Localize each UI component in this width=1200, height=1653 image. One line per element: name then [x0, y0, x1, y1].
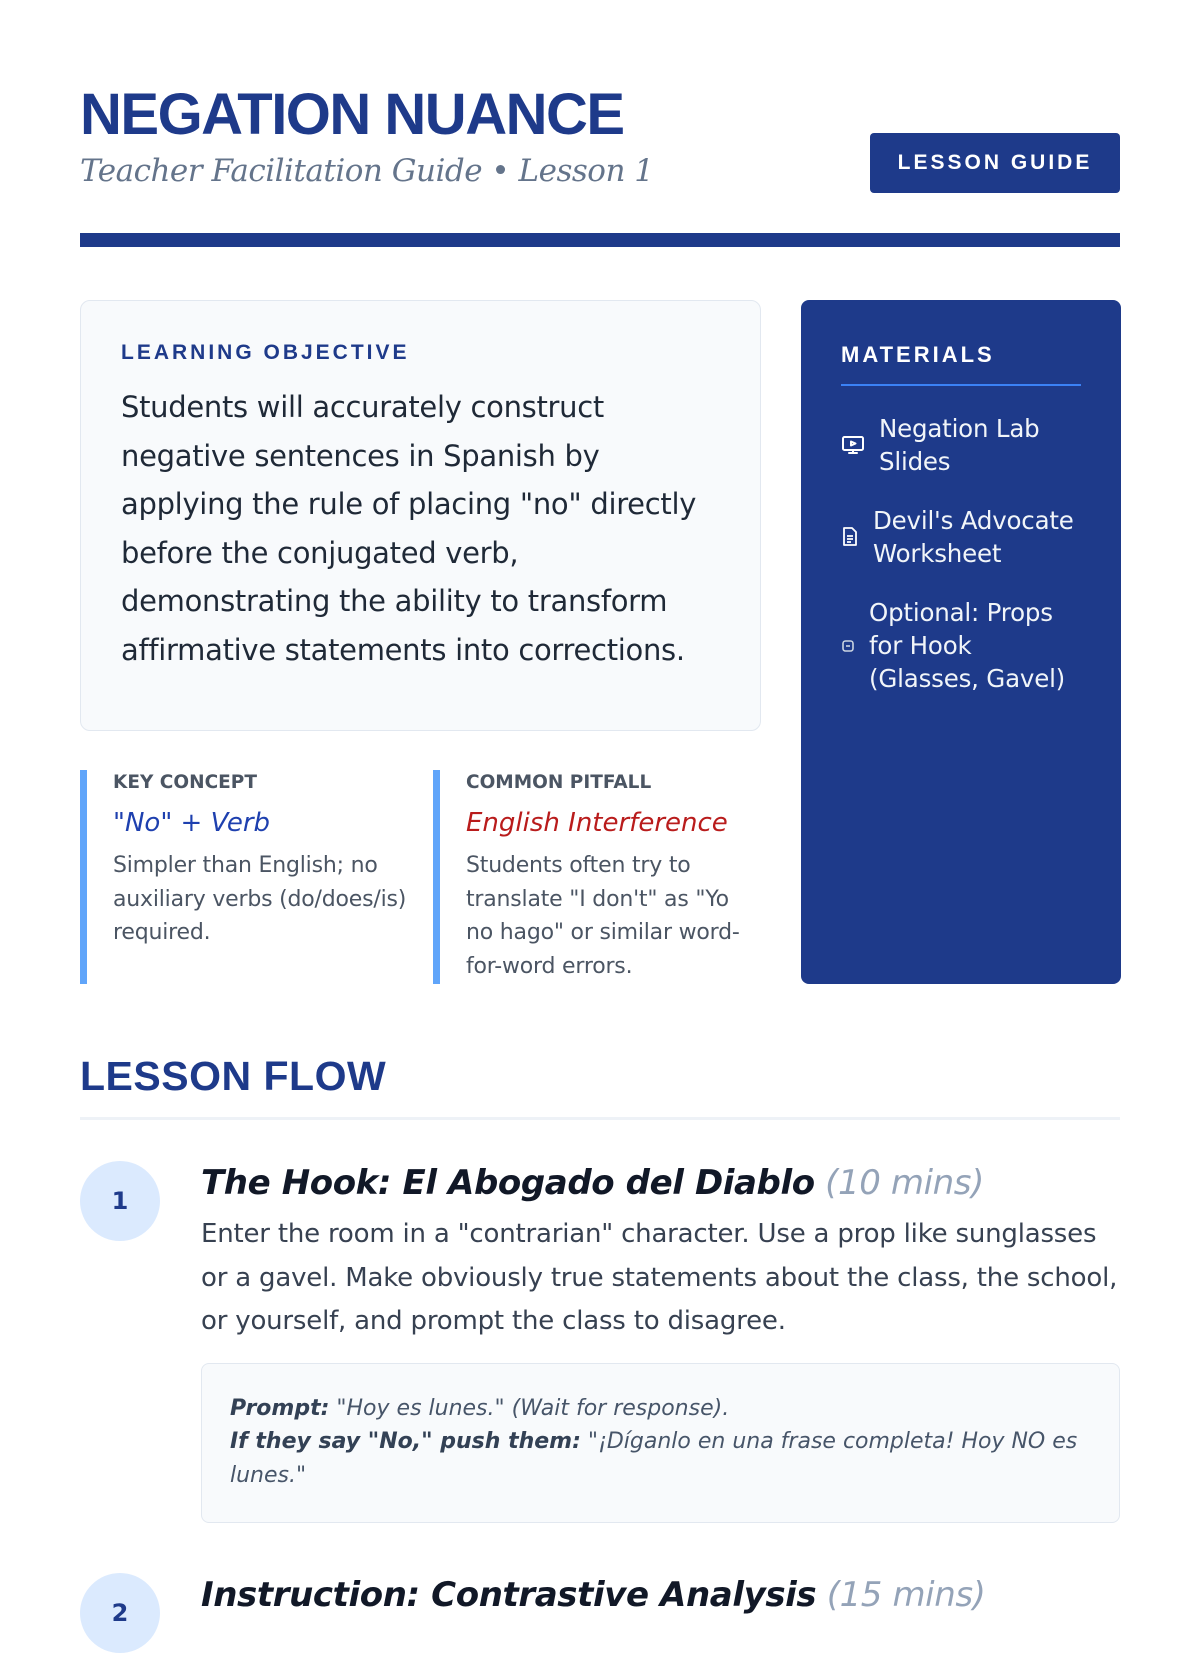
objective-label: LEARNING OBJECTIVE	[121, 341, 410, 364]
step-description: Enter the room in a "contrarian" character. Use a prop like sunglasses or a gavel. Make obviously true statements about the class, the school, or yourself, and prompt the class to disagree.	[201, 1219, 1118, 1336]
concept-row	[80, 770, 761, 984]
page-title: NEGATION NUANCE	[80, 82, 624, 147]
common-pitfall-text: Students often try to translate "I don't" as "Yo no hago" or similar word-for-word errors.	[466, 853, 740, 979]
objective-text: Students will accurately construct negative sentences in Spanish by applying the rule of placing "no" directly before the conjugated verb, demonstrating the ability to transform affirmative statements into corrections.	[121, 390, 697, 667]
prompt-line	[230, 1392, 1091, 1426]
material-label: Negation Lab Slides	[879, 414, 1040, 476]
push-text: "¡Díganlo en una frase completa! Hoy NO es lunes."	[230, 1429, 1078, 1488]
step-number-badge: 1	[80, 1161, 160, 1241]
step-heading	[201, 1573, 1120, 1617]
document-icon	[841, 526, 859, 548]
material-item[interactable]	[841, 412, 1081, 478]
lesson-flow-divider	[80, 1117, 1120, 1120]
push-label: If they say "No," push them:	[230, 1429, 581, 1454]
material-label: Devil's Advocate Worksheet	[873, 506, 1074, 568]
prompt-box	[201, 1363, 1120, 1524]
step-duration: (15 mins)	[826, 1575, 986, 1615]
lesson-guide-badge[interactable]: LESSON GUIDE	[870, 133, 1120, 193]
common-pitfall-card	[433, 770, 761, 984]
box-icon	[841, 639, 855, 653]
step-body	[201, 1161, 1120, 1523]
materials-label: MATERIALS	[841, 342, 1081, 386]
key-concept-card	[80, 770, 420, 984]
push-line	[230, 1425, 1091, 1492]
lesson-step	[80, 1573, 1120, 1627]
presentation-icon	[841, 433, 865, 457]
step-duration: (10 mins)	[825, 1163, 984, 1203]
material-label: Optional: Props for Hook (Glasses, Gavel)	[869, 598, 1066, 693]
prompt-label: Prompt:	[230, 1395, 330, 1421]
common-pitfall-title: English Interference	[466, 808, 728, 838]
materials-panel	[801, 300, 1121, 984]
step-title: The Hook: El Abogado del Diablo	[201, 1163, 815, 1203]
lesson-flow-heading: LESSON FLOW	[80, 1053, 387, 1099]
step-body	[201, 1573, 1120, 1617]
key-concept-label: KEY CONCEPT	[113, 772, 257, 793]
material-item[interactable]	[841, 504, 1081, 570]
material-item[interactable]	[841, 596, 1081, 695]
lesson-step	[80, 1161, 1120, 1523]
key-concept-text: Simpler than English; no auxiliary verbs (do/does/is) required.	[113, 853, 407, 945]
learning-objective-card	[80, 300, 761, 731]
prompt-text: "Hoy es lunes." (Wait for response).	[329, 1395, 730, 1421]
step-number-badge: 2	[80, 1573, 160, 1653]
common-pitfall-label: COMMON PITFALL	[466, 772, 652, 793]
step-title: Instruction: Contrastive Analysis	[201, 1575, 817, 1615]
page-header	[80, 82, 1120, 191]
materials-list	[841, 412, 1081, 695]
page-subtitle: Teacher Facilitation Guide • Lesson 1	[80, 153, 654, 189]
key-concept-title: "No" + Verb	[113, 808, 271, 838]
step-heading	[201, 1161, 1120, 1205]
header-divider	[80, 233, 1120, 247]
